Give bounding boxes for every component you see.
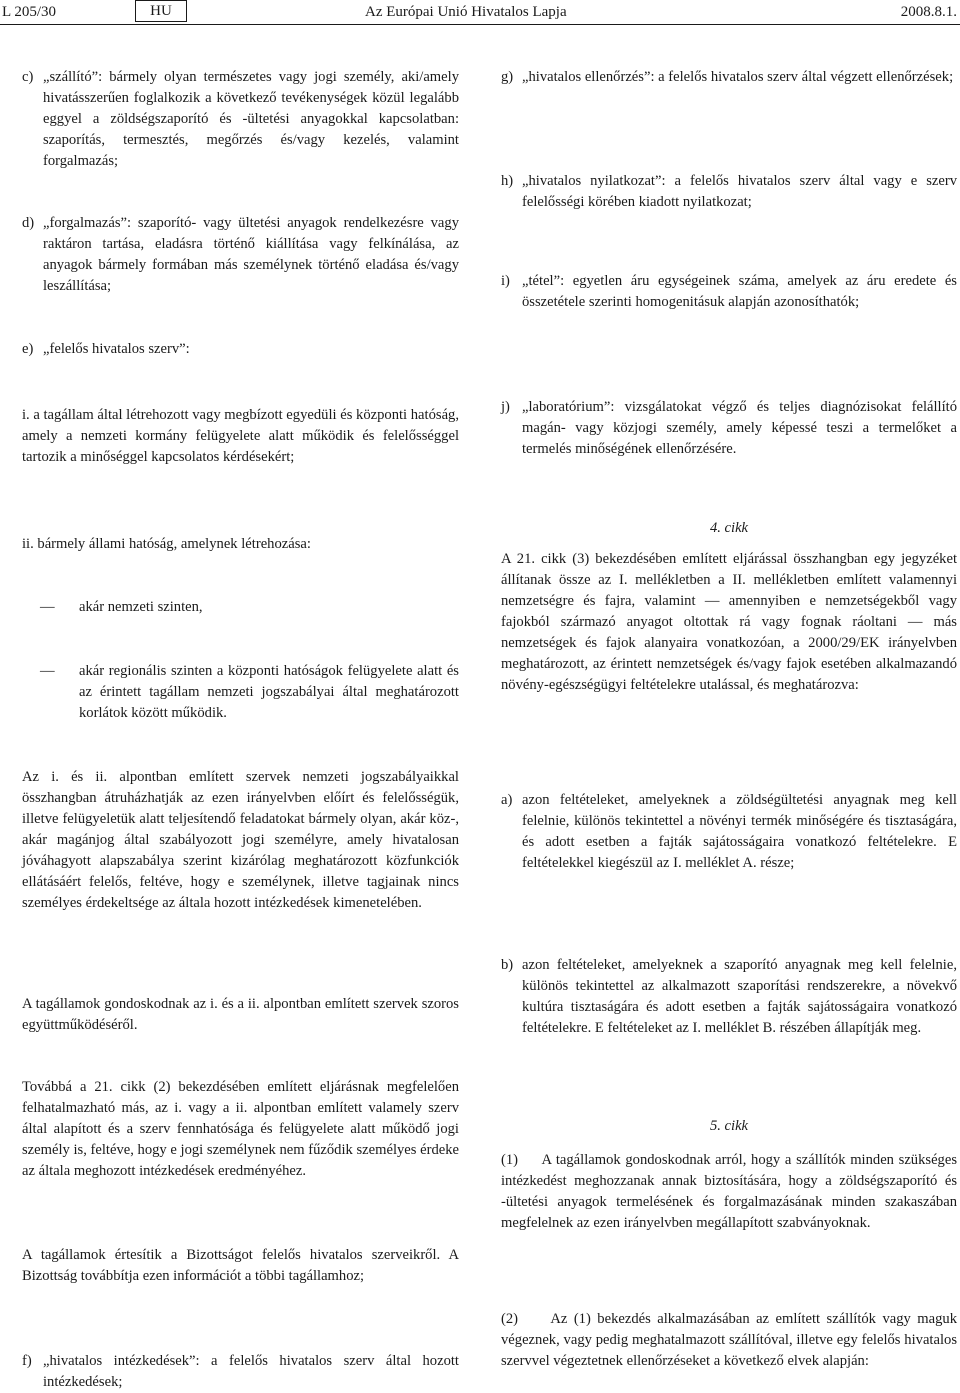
item-text: „tétel”: egyetlen áru egységeinek száma, amelyek az áru eredete és összetétele szerinti homogenitásuk alapján azonosíthatók;	[522, 273, 957, 310]
item-text: „laboratórium”: vizsgálatokat végző és teljes diagnózisokat felállító magán- vagy közjogi személy, amely képessé teszi a termelőket a termelés minőségének ellenőrzésére.	[522, 399, 957, 457]
paragraph-text: A tagállamok gondoskodnak az i. és a ii. alpontban említett szervek szoros együttműködéséről.	[22, 996, 459, 1033]
language-badge: HU	[135, 0, 187, 22]
point-a	[501, 790, 957, 874]
paragraph-text: A 21. cikk (3) bekezdésében említett eljárással összhangban egy jegyzéket állítanak össze az I. mellékletben a II. mellékletben említett valamennyi nemzetségre és fajra, valamint — amennyiben e nemzetségekből vagy fajokból származó anyagot oltottak rá vagy fognak ráoltani — más nemzetségek és fajok alanyaira vonatkozóan, a 2000/29/EK irányelvben meghatározott, az érintett nemzetségek és/vagy fajok esetében alkalmazandó növény-egészségügyi feltételekre utalással, és meghatározva:	[501, 551, 957, 693]
paragraph-number: (2)	[501, 1311, 519, 1327]
paragraph-notification	[22, 1245, 459, 1287]
subpoint-text: ii. bármely állami hatóság, amelynek létrehozása:	[22, 536, 311, 552]
definition-g	[501, 67, 957, 88]
indent-text: akár regionális szinten a központi hatóságok felügyelete alatt és az érintett tagállam nemzeti jogszabályai által meghatározott korlátok között működik.	[79, 663, 459, 721]
issue-date: 2008.8.1.	[900, 4, 957, 20]
paragraph-number: (1)	[501, 1152, 519, 1168]
point-b	[501, 955, 957, 1039]
item-label: j)	[501, 399, 510, 415]
definition-c	[22, 67, 459, 172]
item-label: f)	[22, 1353, 32, 1369]
item-text: „felelős hivatalos szerv”:	[43, 341, 190, 357]
article-4-title	[501, 518, 957, 539]
subpoint-i	[22, 405, 459, 468]
item-text: „hivatalos nyilatkozat”: a felelős hivatalos szerv által vagy e szerv felelősségi körében kiadott nyilatkozat;	[522, 173, 957, 210]
header-rule	[0, 24, 960, 25]
paragraph-text: Az i. és ii. alpontban említett szervek nemzeti jogszabályaikkal összhangban átruházhatják az ezen irányelvben előírt és felelősségük, illetve felügyeletük alatt teljesítendő feladatokat bármely olyan, akár köz-, akár magánjog által szabályozott jogi személyre, amely hivatalosan jóváhagyott alapszabálya szerint kizárólag meghatározott közfunkciók ellátásáért felelős, feltéve, hogy e személynek, illetve tagjainak nincs személyes érdekeltsége az általa hozott intézkedések kimenetelében.	[22, 769, 459, 911]
item-label: e)	[22, 341, 34, 357]
article-5-paragraph-2	[501, 1309, 957, 1372]
article-5-paragraph-1	[501, 1150, 957, 1234]
paragraph-text: A tagállamok értesítik a Bizottságot felelős hivatalos szerveikről. A Bizottság továbbítja ezen információt a többi tagállamhoz;	[22, 1247, 459, 1284]
page-number: L 205/30	[2, 4, 57, 20]
item-label: i)	[501, 273, 510, 289]
item-label: d)	[22, 215, 35, 231]
article-title-text: 4. cikk	[709, 520, 749, 536]
article-4-body	[501, 549, 957, 696]
paragraph-text	[501, 1309, 957, 1372]
item-text: „szállító”: bármely olyan természetes vagy jogi személy, aki/amely hivatásszerűen foglalkozik a következő tevékenységek közül legalább eggyel a zöldségszaporító és -ültetési anyagokkal kapcsolatban: szaporítás, termesztés, megőrzés és/vagy kezelés, valamint forgalmazás;	[43, 69, 459, 169]
definition-h	[501, 171, 957, 213]
item-text: azon feltételeket, amelyeknek a szaporító anyagnak meg kell felelnie, különös tekintettel az alkalmazott szaporítási rendszerekre, a növekvő kultúra tisztaságára és adott esetben a fajták sajátosságaira vonatkozó feltételekre. E feltételeket az I. melléklet B. részében állapítják meg.	[522, 957, 957, 1036]
definition-j	[501, 397, 957, 460]
dash-mark: —	[40, 663, 55, 679]
indent-national	[22, 597, 459, 618]
dash-mark: —	[40, 599, 55, 615]
definition-f	[22, 1351, 459, 1393]
item-text: „hivatalos ellenőrzés”: a felelős hivatalos szerv által végzett ellenőrzések;	[522, 69, 954, 85]
paragraph-text: Továbbá a 21. cikk (2) bekezdésében említett eljárásnak megfelelően felhatalmazható más, az i. vagy a ii. alpontban említett valamely szerv által alapított és a szerv fennhatósága és felügyelete alatt működő jogi személy is, feltéve, hogy e jogi személynek nem fűződik személyes érdeke az általa meghozott intézkedések eredményéhez.	[22, 1079, 459, 1179]
item-text: „forgalmazás”: szaporító- vagy ültetési anyagok rendelkezésre vagy raktáron tartása, eladásra történő kiállítása vagy felkínálása, az anyagok bármely formában más személynek történő eladása és/vagy leszállítása;	[43, 215, 459, 294]
item-label: c)	[22, 69, 34, 85]
item-text: azon feltételeket, amelyeknek a zöldségültetési anyagnak meg kell felelnie, különös tekintettel a növényi termék minőségére és tisztaságára, és adott esetben a fajták sajátosságaira vonatkozó feltételekre. E feltételekkel kiegészül az I. melléklet A. része;	[522, 792, 957, 871]
paragraph-delegation	[22, 767, 459, 914]
subpoint-ii	[22, 534, 459, 555]
article-title-text: 5. cikk	[709, 1118, 749, 1134]
paragraph-authorisation	[22, 1077, 459, 1182]
article-5-title	[501, 1116, 957, 1137]
item-label: h)	[501, 173, 514, 189]
indent-text: akár nemzeti szinten,	[79, 599, 203, 615]
journal-title: Az Európai Unió Hivatalos Lapja	[365, 4, 567, 20]
paragraph-body: A tagállamok gondoskodnak arról, hogy a szállítók minden szükséges intézkedést meghozzanak annak biztosítására, hogy a zöldségszaporító és -ültetési anyagok termelésének és forgalmazásának minden szakaszában megfelelnek az ezen irányelvben megállapított szabványoknak.	[501, 1152, 958, 1231]
definition-d	[22, 213, 459, 297]
item-label: a)	[501, 792, 513, 808]
paragraph-body: Az (1) bekezdés alkalmazásában az említett szállítók vagy maguk végeznek, vagy pedig meghatalmazott szállítóval, illetve egy felelős hivatalos szervvel végeztetnek ellenőrzéseket a következő elvek alapján:	[501, 1311, 957, 1369]
item-label: b)	[501, 957, 514, 973]
item-text: „hivatalos intézkedések”: a felelős hivatalos szerv által hozott intézkedések;	[43, 1353, 459, 1390]
subpoint-text: i. a tagállam által létrehozott vagy megbízott egyedüli és központi hatóság, amely a nemzeti kormány felügyelete alatt működik és felelősséggel tartozik a minőséggel kapcsolatos kérdésekért;	[22, 407, 459, 465]
paragraph-cooperation	[22, 994, 459, 1036]
item-label: g)	[501, 69, 514, 85]
definition-e	[22, 339, 459, 360]
indent-regional	[22, 661, 459, 724]
paragraph-text	[501, 1150, 957, 1234]
definition-i	[501, 271, 957, 313]
